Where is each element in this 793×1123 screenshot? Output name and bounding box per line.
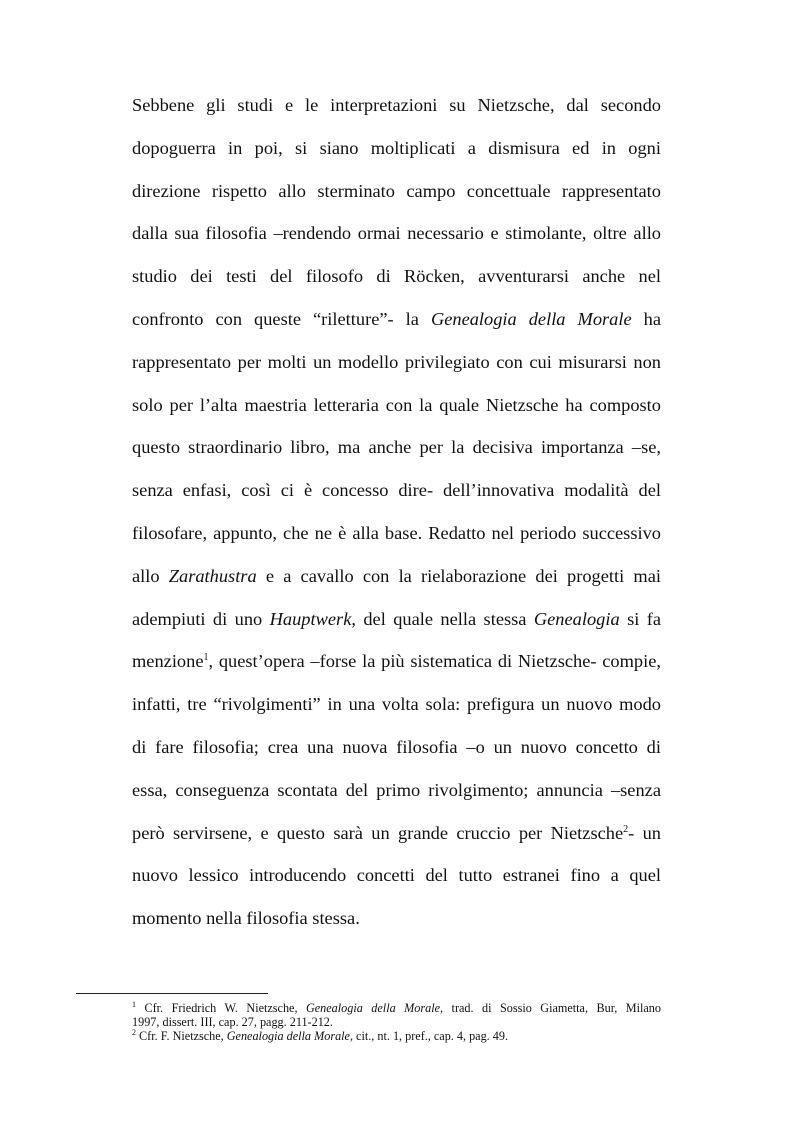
body-line	[132, 854, 661, 897]
body-line	[132, 469, 661, 512]
text-run: menzione	[132, 651, 204, 672]
footnote-marker: 1	[132, 1000, 136, 1009]
text-run: , trad. di Sossio Giametta, Bur, Milano	[440, 1001, 661, 1015]
text-run: questo straordinario libro, ma anche per la decisiva importanza –se,	[132, 437, 661, 458]
italic-title: Genealogia della Morale	[305, 1001, 441, 1015]
italic-title: Genealogia della Morale	[430, 308, 632, 329]
text-run: però servirsene, e questo sarà un grande cruccio per Nietzsche	[132, 822, 624, 843]
body-line	[132, 341, 661, 384]
text-run: dalla sua filosofia –rendendo ormai necessario e stimolante, oltre allo	[132, 223, 661, 244]
italic-title: Zarathustra	[168, 565, 257, 586]
footnote-line	[132, 1015, 661, 1029]
text-run: si fa	[619, 608, 662, 629]
body-line	[132, 512, 661, 555]
text-run: filosofare, appunto, che ne è alla base. Redatto nel periodo successivo	[132, 522, 661, 543]
text-run: senza enfasi, così ci è concesso dire- dell’innovativa modalità del	[132, 480, 661, 501]
footnote-marker: 2	[623, 823, 629, 835]
text-run: di fare filosofia; crea una nuova filosofia –o un nuovo concetto di	[132, 736, 661, 757]
body-line	[132, 384, 661, 427]
body-line	[132, 897, 661, 940]
text-run: studio dei testi del filosofo di Röcken, avventurarsi anche nel	[132, 266, 661, 287]
text-run: , del quale nella stessa	[351, 608, 534, 629]
body-paragraph	[132, 84, 661, 940]
text-run: - un	[628, 822, 661, 843]
body-line	[132, 683, 661, 726]
body-line	[132, 298, 661, 341]
footnote-marker: 1	[203, 652, 209, 664]
text-run: momento nella filosofia stessa.	[132, 908, 360, 929]
text-run: nuovo lessico introducendo concetti del tutto estranei fino a quel	[132, 865, 661, 886]
body-line	[132, 598, 661, 641]
footnote-line	[132, 1001, 661, 1015]
text-run: direzione rispetto allo sterminato campo concettuale rappresentato	[132, 180, 661, 201]
body-line	[132, 812, 661, 855]
body-line	[132, 84, 661, 127]
footnote-line	[132, 1029, 661, 1043]
body-line	[132, 170, 661, 213]
footnote-separator	[76, 993, 268, 994]
body-line	[132, 212, 661, 255]
text-run: , cit., nt. 1, pref., cap. 4, pag. 49.	[349, 1029, 509, 1043]
text-run: dopoguerra in poi, si siano moltiplicati a dismisura ed in ogni	[132, 137, 661, 158]
italic-title: Hauptwerk	[269, 608, 352, 629]
text-run: 1997, dissert. III, cap. 27, pagg. 211-212.	[132, 1015, 333, 1029]
body-line	[132, 127, 661, 170]
text-run: , quest’opera –forse la più sistematica di Nietzsche- compie,	[208, 651, 661, 672]
text-run: Cfr. F. Nietzsche,	[136, 1029, 227, 1043]
text-run: essa, conseguenza scontata del primo rivolgimento; annuncia –senza	[132, 779, 661, 800]
footnotes	[132, 1001, 661, 1043]
text-run: infatti, tre “rivolgimenti” in una volta sola: prefigura un nuovo modo	[132, 694, 661, 715]
text-run: rappresentato per molti un modello privilegiato con cui misurarsi non	[132, 351, 661, 372]
text-run: ha	[631, 308, 661, 329]
body-line	[132, 555, 661, 598]
italic-title: Genealogia della Morale	[226, 1029, 350, 1043]
text-run: allo	[132, 565, 169, 586]
body-line	[132, 726, 661, 769]
text-run: solo per l’alta maestria letteraria con la quale Nietzsche ha composto	[132, 394, 661, 415]
body-line	[132, 426, 661, 469]
text-run: Cfr. Friedrich W. Nietzsche,	[136, 1001, 306, 1015]
body-line	[132, 769, 661, 812]
text-run: confronto con queste “riletture”- la	[132, 308, 431, 329]
text-run: e a cavallo con la rielaborazione dei progetti mai	[256, 565, 661, 586]
body-line	[132, 640, 661, 683]
text-run: adempiuti di uno	[132, 608, 270, 629]
text-run: Sebbene gli studi e le interpretazioni su Nietzsche, dal secondo	[132, 95, 661, 115]
footnote-marker: 2	[132, 1028, 136, 1037]
body-line	[132, 255, 661, 298]
italic-title: Genealogia	[533, 608, 620, 629]
